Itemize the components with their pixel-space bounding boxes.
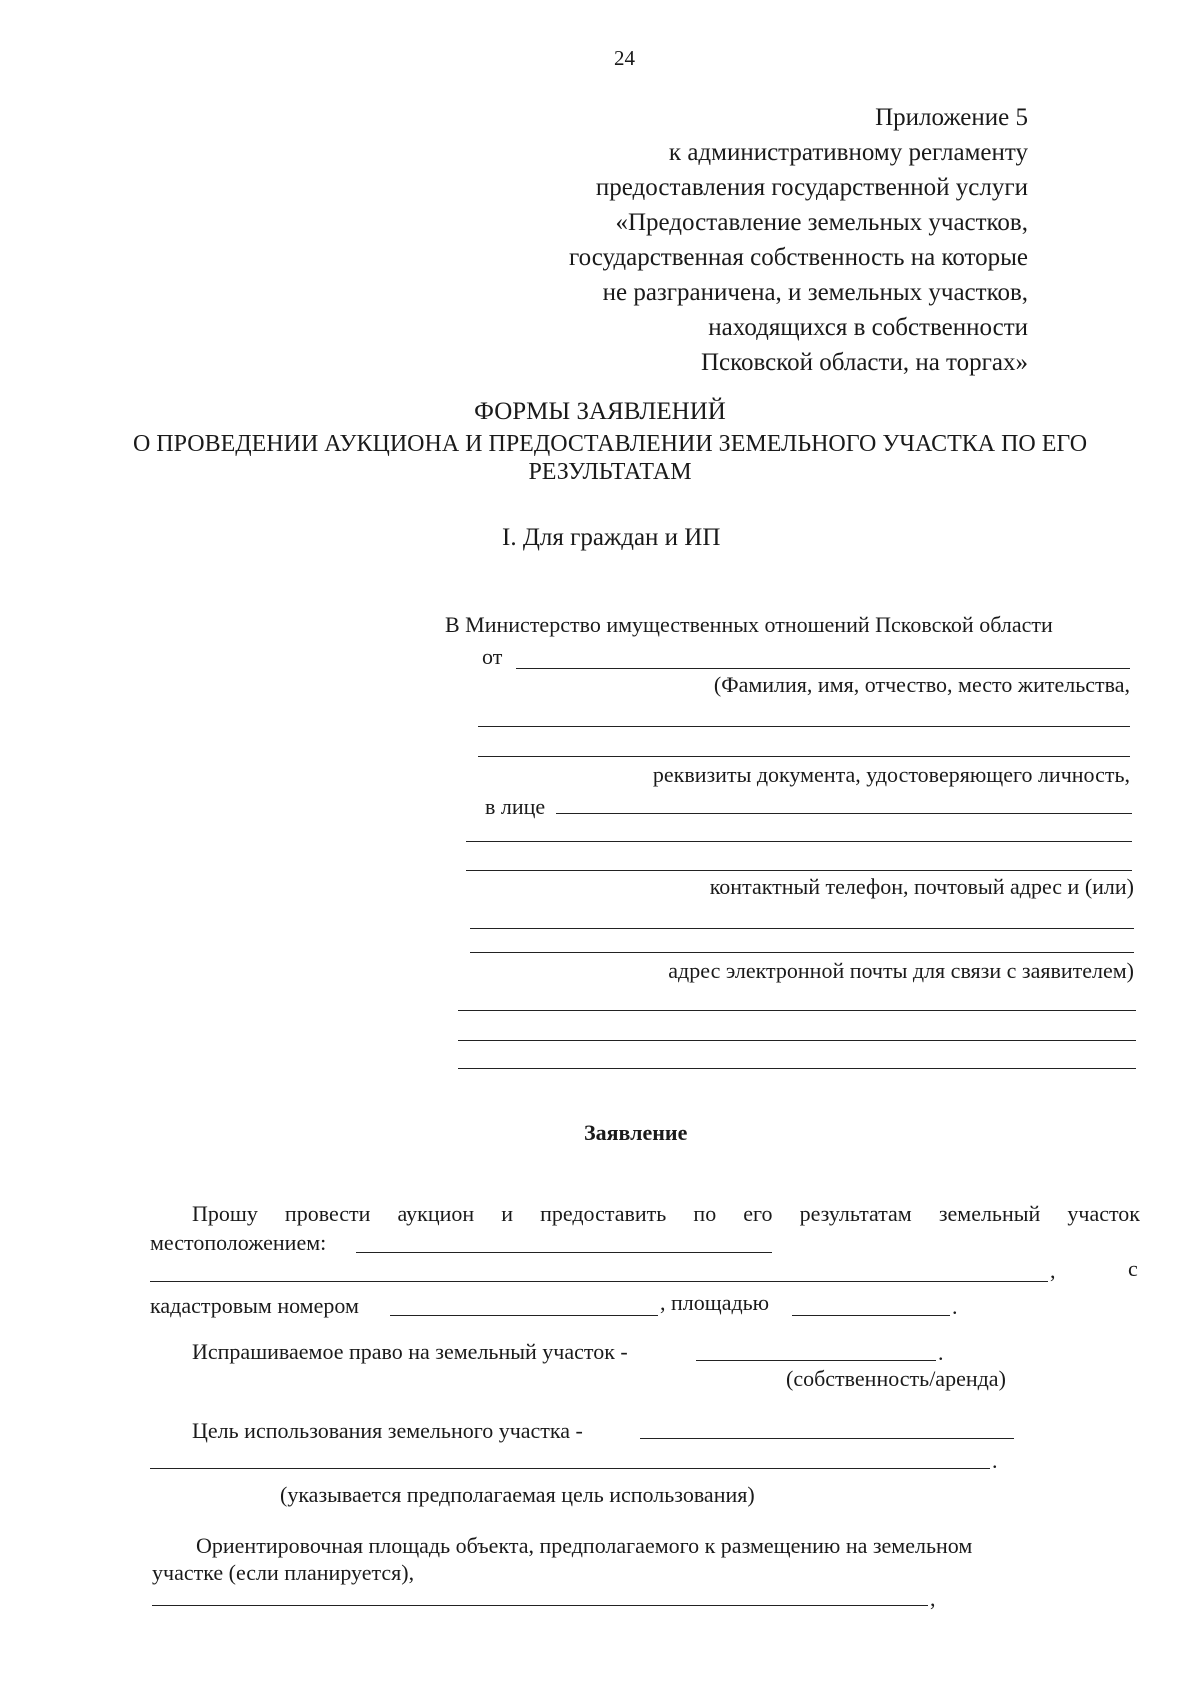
location-field-line[interactable] — [356, 1252, 772, 1253]
representative-field-line[interactable] — [466, 870, 1132, 871]
appendix-line: Приложение 5 — [875, 104, 1028, 131]
right-field[interactable] — [696, 1360, 936, 1361]
application-heading: Заявление — [584, 1120, 688, 1145]
section-heading: I. Для граждан и ИП — [502, 524, 721, 551]
applicant-field-line[interactable] — [478, 726, 1130, 727]
object-area-field[interactable] — [152, 1605, 928, 1606]
contacts-field-line[interactable] — [470, 928, 1134, 929]
appendix-line: «Предоставление земельных участков, — [615, 209, 1028, 236]
location-label: местоположением: — [150, 1230, 327, 1255]
right-label: Испрашиваемое право на земельный участок - — [192, 1339, 628, 1364]
purpose-field[interactable] — [640, 1438, 1014, 1439]
contacts-field-line[interactable] — [470, 952, 1134, 953]
hint-contacts: контактный телефон, почтовый адрес и (или) — [709, 874, 1134, 899]
right-period: . — [938, 1340, 944, 1365]
location-field-line[interactable] — [150, 1281, 1048, 1282]
appendix-line: к административному регламенту — [668, 139, 1028, 166]
object-area-comma: , — [930, 1586, 936, 1611]
area-label: , площадью — [660, 1290, 770, 1315]
applicant-field-line[interactable] — [478, 756, 1130, 757]
email-field-line[interactable] — [458, 1040, 1136, 1041]
appendix-line: находящихся в собственности — [708, 314, 1028, 341]
appendix-header — [468, 100, 1028, 380]
location-comma: , — [1050, 1258, 1056, 1283]
representative-field-line[interactable] — [556, 813, 1132, 814]
object-area-text-cont: участке (если планируется), — [152, 1560, 415, 1585]
with-label: с — [1128, 1256, 1138, 1281]
document-title: ФОРМЫ ЗАЯВЛЕНИЙ — [474, 398, 726, 425]
area-field[interactable] — [792, 1315, 950, 1316]
purpose-label: Цель использования земельного участка - — [192, 1418, 583, 1443]
object-area-text: Ориентировочная площадь объекта, предполагаемого к размещению на земельном — [196, 1533, 973, 1558]
hint-document: реквизиты документа, удостоверяющего личность, — [652, 762, 1130, 787]
purpose-hint: (указывается предполагаемая цель использования) — [280, 1482, 755, 1507]
from-label: от — [482, 644, 503, 669]
request-text: Прошу провести аукцион и предоставить по его результатам земельный участок — [192, 1201, 1140, 1226]
document-subtitle-cont: РЕЗУЛЬТАТАМ — [528, 459, 692, 485]
appendix-line: Псковской области, на торгах» — [700, 349, 1028, 376]
page-number: 24 — [614, 46, 635, 70]
right-hint: (собственность/аренда) — [786, 1366, 1006, 1391]
appendix-line: не разграничена, и земельных участков, — [602, 279, 1028, 306]
hint-name: (Фамилия, имя, отчество, место жительства, — [713, 672, 1130, 697]
appendix-line: государственная собственность на которые — [568, 244, 1028, 271]
hint-email: адрес электронной почты для связи с заявителем) — [668, 958, 1134, 983]
email-field-line[interactable] — [458, 1010, 1136, 1011]
document-subtitle: О ПРОВЕДЕНИИ АУКЦИОНА И ПРЕДОСТАВЛЕНИИ ЗЕМЕЛЬНОГО УЧАСТКА ПО ЕГО — [132, 431, 1088, 457]
cadastral-label: кадастровым номером — [150, 1293, 359, 1318]
cadastral-number-field[interactable] — [390, 1315, 658, 1316]
purpose-field[interactable] — [150, 1468, 990, 1469]
representative-field-line[interactable] — [466, 841, 1132, 842]
appendix-line: предоставления государственной услуги — [595, 174, 1028, 201]
represented-label: в лице — [485, 794, 546, 819]
purpose-period: . — [992, 1448, 998, 1473]
addressee-ministry: В Министерство имущественных отношений Псковской области — [445, 612, 1053, 637]
applicant-field-line[interactable] — [516, 668, 1130, 669]
email-field-line[interactable] — [458, 1068, 1136, 1069]
area-period: . — [952, 1294, 958, 1319]
